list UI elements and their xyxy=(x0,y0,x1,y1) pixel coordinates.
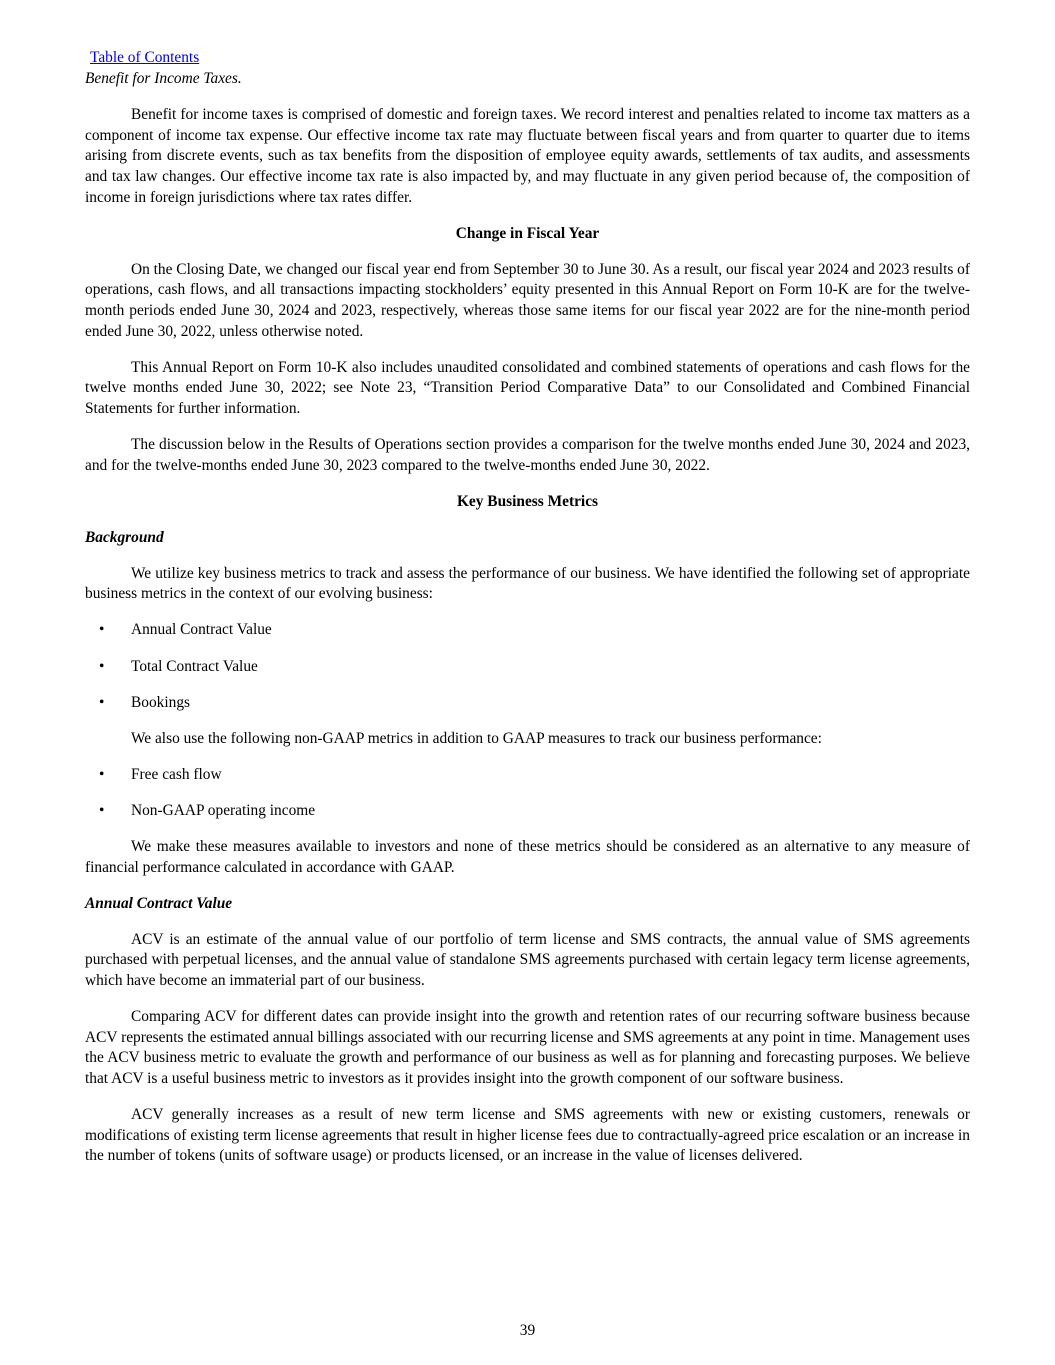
bullet-icon: • xyxy=(99,801,105,819)
section-title-benefit-income-taxes: Benefit for Income Taxes. xyxy=(85,69,242,87)
paragraph-acv-definition: ACV is an estimate of the annual value of our portfolio of term license and SMS contracts, the annual value of SMS agreements purchased with perpetual licenses, and the annual value of standalone SMS agreements purchased with certain legacy term license agreements, which have become an immaterial part of our business. xyxy=(85,930,970,989)
paragraph-fiscal-year-change: On the Closing Date, we changed our fiscal year end from September 30 to June 30. As a result, our fiscal year 2024 and 2023 results of operations, cash flows, and all transactions impacting stockholders’ equity presented in this Annual Report on Form 10-K are for the twelve-month periods ended June 30, 2024 and 2023, respectively, whereas those same items for our fiscal year 2022 are for the nine-month period ended June 30, 2022, unless otherwise noted. xyxy=(85,260,970,340)
non-gaap-metrics-list xyxy=(85,765,970,822)
list-item-text: Annual Contract Value xyxy=(131,621,272,639)
list-item-text: Non-GAAP operating income xyxy=(131,801,316,819)
bullet-icon: • xyxy=(99,693,105,711)
table-of-contents-link[interactable]: Table of Contents xyxy=(90,49,200,66)
list-item xyxy=(85,801,970,822)
list-item xyxy=(85,620,970,641)
paragraph-unaudited-statements: This Annual Report on Form 10-K also includes unaudited consolidated and combined statements of operations and cash flows for the twelve months ended June 30, 2022; see Note 23, “Transition Period Comparative Data” to our Consolidated and Combined Financial Statements for further information. xyxy=(85,358,970,417)
list-item-text: Total Contract Value xyxy=(131,657,258,675)
list-item-text: Bookings xyxy=(131,693,191,711)
list-item xyxy=(85,693,970,714)
paragraph-results-comparison: The discussion below in the Results of Operations section provides a comparison for the twelve months ended June 30, 2024 and 2023, and for the twelve-months ended June 30, 2023 compared to the twelve-months ended June 30, 2022. xyxy=(85,435,970,474)
paragraph-availability: We make these measures available to investors and none of these metrics should be considered as an alternative to any measure of financial performance calculated in accordance with GAAP. xyxy=(85,838,970,876)
list-item xyxy=(85,765,970,786)
heading-annual-contract-value: Annual Contract Value xyxy=(85,894,233,912)
paragraph-background: We utilize key business metrics to track and assess the performance of our business. We have identified the following set of appropriate business metrics in the context of our evolving business: xyxy=(85,564,970,603)
paragraph-acv-increases: ACV generally increases as a result of new term license and SMS agreements with new or existing customers, renewals or modifications of existing term license agreements that result in higher license fees due to contractually-agreed price escalation or an increase in the number of tokens (units of software usage) or products licensed, or an increase in the value of licenses delivered. xyxy=(85,1105,970,1165)
business-metrics-list xyxy=(85,620,970,713)
list-item-text: Free cash flow xyxy=(131,765,222,783)
paragraph-acv-comparison: Comparing ACV for different dates can provide insight into the growth and retention rates of our recurring software business because ACV represents the estimated annual billings associated with our recurring license and SMS agreements at any point in time. Management uses the ACV business metric to evaluate the growth and performance of our business as well as for planning and forecasting purposes. We believe that ACV is a useful business metric to investors as it provides insight into the growth component of our software business. xyxy=(85,1008,970,1087)
list-item xyxy=(85,657,970,678)
heading-key-business-metrics: Key Business Metrics xyxy=(456,492,599,510)
heading-change-fiscal-year: Change in Fiscal Year xyxy=(455,224,600,242)
paragraph-non-gaap-intro: We also use the following non-GAAP metrics in addition to GAAP measures to track our business performance: xyxy=(131,729,822,747)
bullet-icon: • xyxy=(99,657,105,675)
bullet-icon: • xyxy=(99,765,105,783)
heading-background: Background xyxy=(85,528,164,546)
paragraph-benefit-income-taxes: Benefit for income taxes is comprised of domestic and foreign taxes. We record interest and penalties related to income tax matters as a component of income tax expense. Our effective income tax rate may fluctuate between fiscal years and from quarter to quarter due to items arising from discrete events, such as tax benefits from the disposition of employee equity awards, settlements of tax audits, and assessments and tax law changes. Our effective income tax rate is also impacted by, and may fluctuate in any given period because of, the composition of income in foreign jurisdictions where tax rates differ. xyxy=(85,106,970,206)
page-number: 39 xyxy=(519,1322,536,1339)
document-page xyxy=(85,48,970,1182)
bullet-icon: • xyxy=(99,621,105,639)
